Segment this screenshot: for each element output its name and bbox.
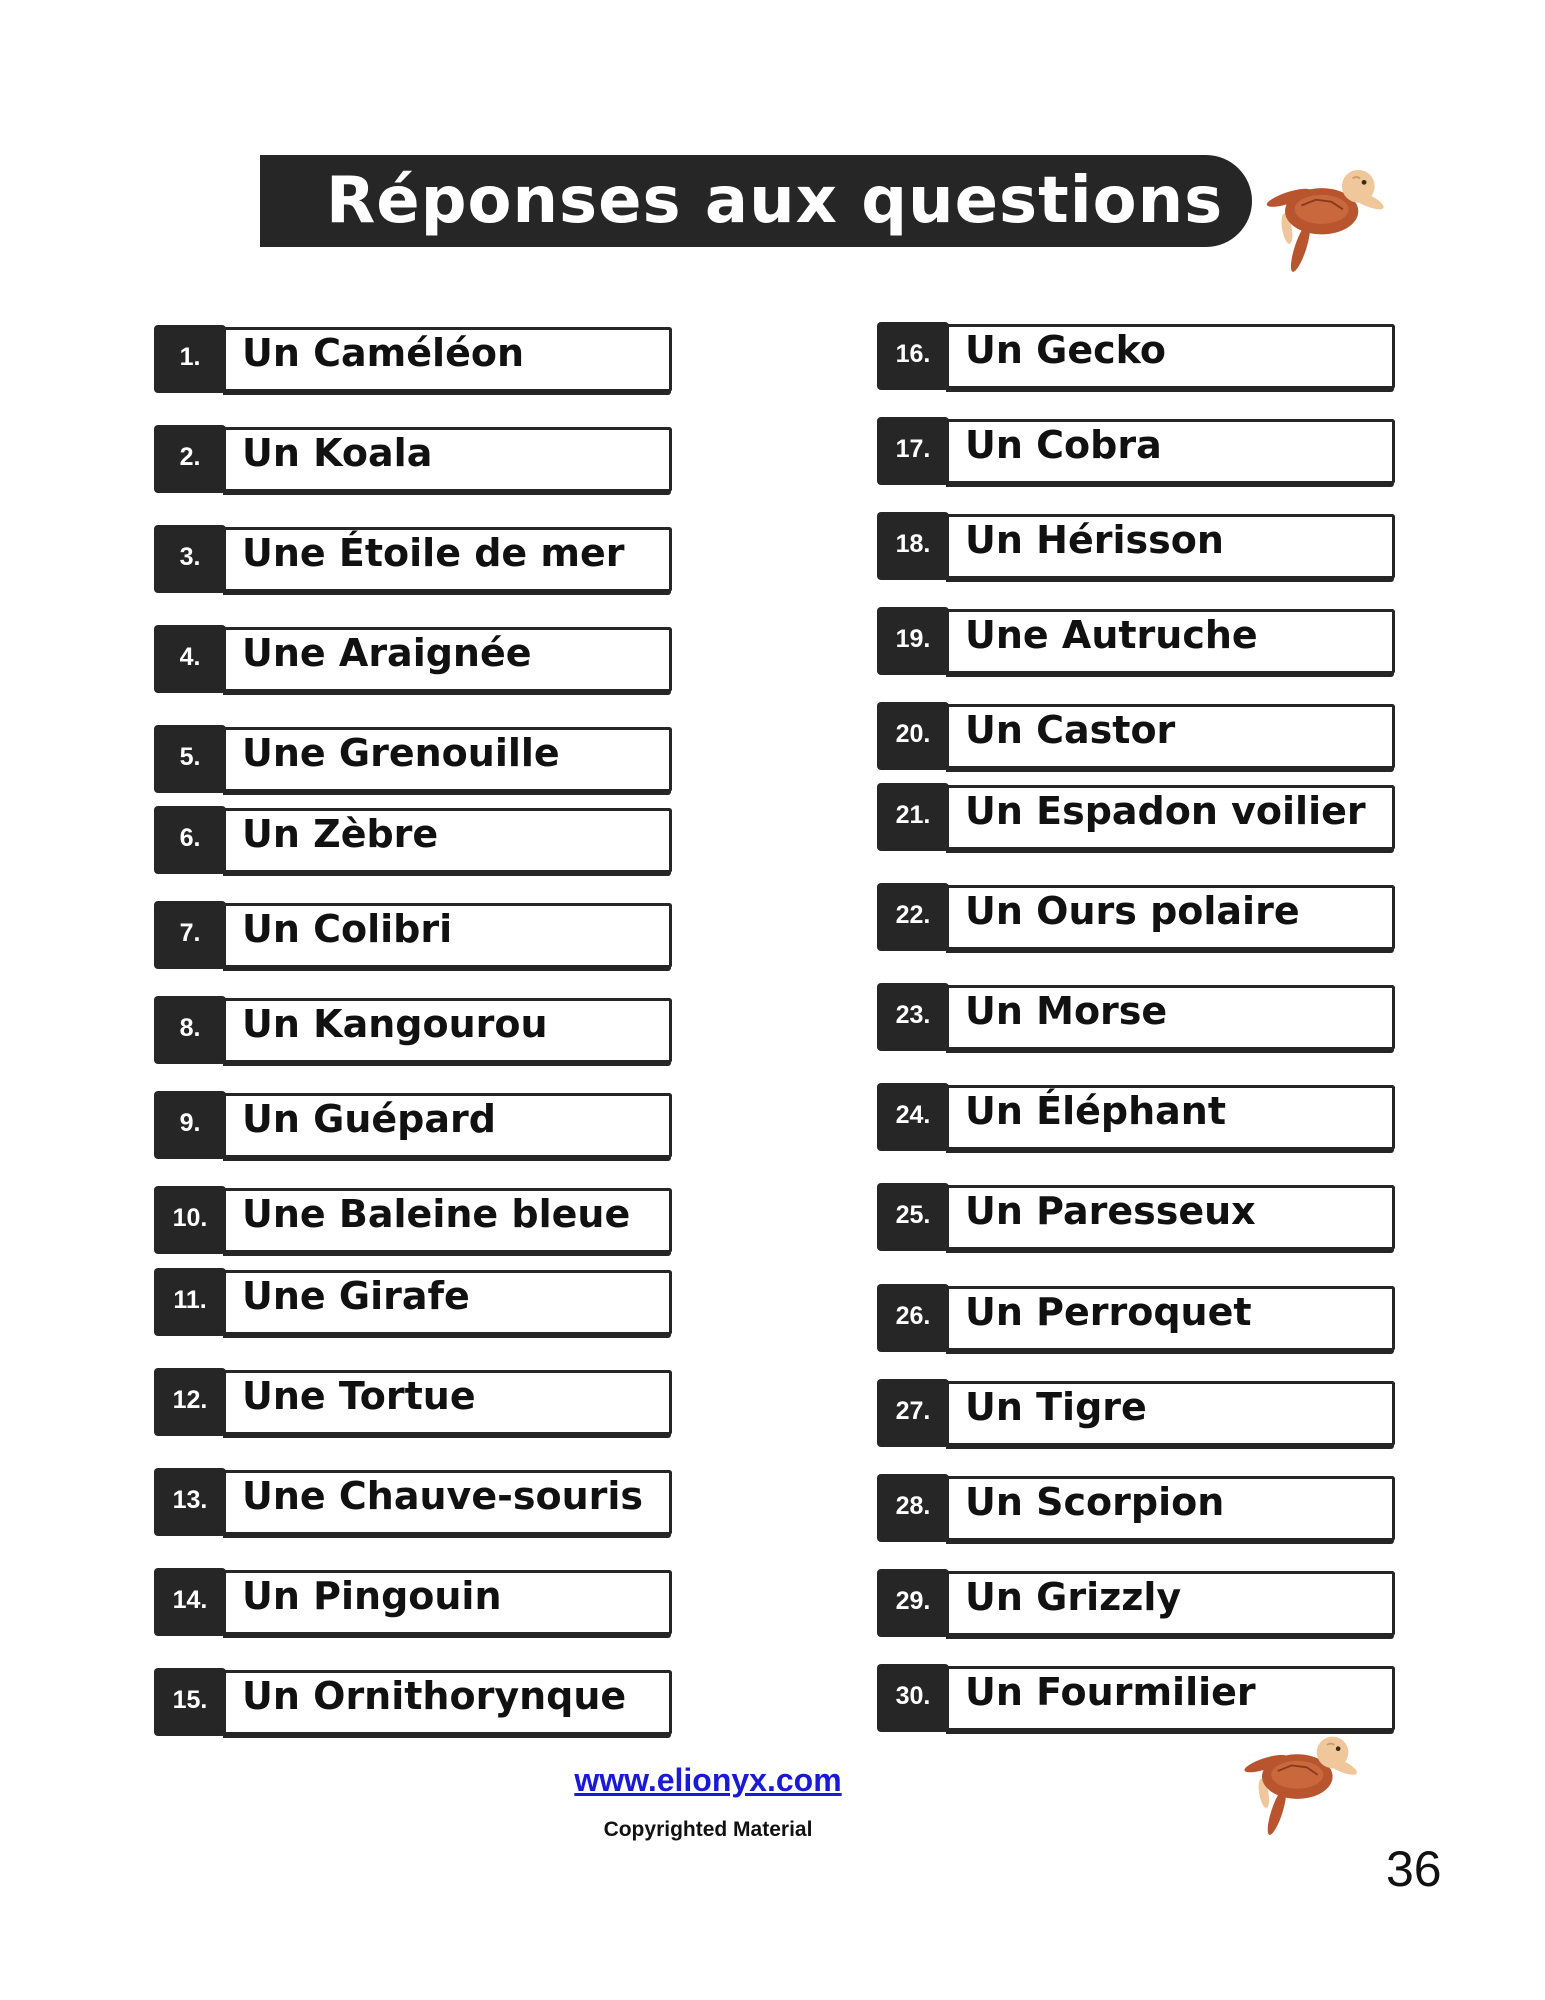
- page-title: Réponses aux questions: [326, 164, 1224, 238]
- answer-item: [877, 1284, 1395, 1352]
- answer-item: [154, 806, 672, 874]
- answer-number-badge: 5.: [154, 725, 226, 793]
- answer-item: [154, 1268, 672, 1336]
- answer-item: [877, 512, 1395, 580]
- answer-item: [154, 996, 672, 1064]
- answer-label: Un Castor: [965, 708, 1176, 752]
- answer-item: [154, 725, 672, 793]
- website-link[interactable]: www.elionyx.com: [574, 1762, 842, 1798]
- answer-number-badge: 28.: [877, 1474, 949, 1542]
- answer-item: [154, 901, 672, 969]
- answer-item: [877, 607, 1395, 675]
- answer-number-badge: 10.: [154, 1186, 226, 1254]
- answer-label: Un Hérisson: [965, 518, 1224, 562]
- answer-number-badge: 3.: [154, 525, 226, 593]
- copyright-notice: Copyrighted Material: [603, 1818, 813, 1841]
- answer-number-badge: 23.: [877, 983, 949, 1051]
- answer-number-badge: 4.: [154, 625, 226, 693]
- answer-number-badge: 25.: [877, 1183, 949, 1251]
- answer-number-badge: 22.: [877, 883, 949, 951]
- answer-item: [877, 983, 1395, 1051]
- answer-item: [877, 783, 1395, 851]
- answer-label: Un Paresseux: [965, 1189, 1256, 1233]
- answer-label: Un Zèbre: [242, 812, 439, 856]
- answer-number-badge: 1.: [154, 325, 226, 393]
- answer-item: [877, 322, 1395, 390]
- answer-item: [154, 425, 672, 493]
- answer-item: [154, 1468, 672, 1536]
- answer-number-badge: 14.: [154, 1568, 226, 1636]
- answer-label: Un Morse: [965, 989, 1168, 1033]
- answer-number-badge: 11.: [154, 1268, 226, 1336]
- answer-number-badge: 26.: [877, 1284, 949, 1352]
- answer-number-badge: 7.: [154, 901, 226, 969]
- answer-label: Un Perroquet: [965, 1290, 1252, 1334]
- answer-item: [877, 1569, 1395, 1637]
- answer-item: [154, 1368, 672, 1436]
- answer-item: [154, 1568, 672, 1636]
- answer-item: [154, 1186, 672, 1254]
- answer-number-badge: 16.: [877, 322, 949, 390]
- answer-label: Un Ours polaire: [965, 889, 1300, 933]
- answer-number-badge: 9.: [154, 1091, 226, 1159]
- answer-number-badge: 20.: [877, 702, 949, 770]
- answer-number-badge: 18.: [877, 512, 949, 580]
- answer-label: Un Grizzly: [965, 1575, 1182, 1619]
- answer-number-badge: 29.: [877, 1569, 949, 1637]
- answer-label: Une Autruche: [965, 613, 1258, 657]
- answer-number-badge: 21.: [877, 783, 949, 851]
- answer-label: Un Kangourou: [242, 1002, 548, 1046]
- answer-number-badge: 24.: [877, 1083, 949, 1151]
- answer-item: [154, 525, 672, 593]
- answer-item: [877, 883, 1395, 951]
- answer-item: [154, 625, 672, 693]
- answer-label: Une Étoile de mer: [242, 531, 625, 575]
- answer-item: [877, 1474, 1395, 1542]
- answer-label: Une Baleine bleue: [242, 1192, 631, 1236]
- answer-number-badge: 6.: [154, 806, 226, 874]
- answer-label: Un Gecko: [965, 328, 1166, 372]
- answer-number-badge: 17.: [877, 417, 949, 485]
- page-number: 36: [1386, 1841, 1442, 1897]
- answer-label: Un Scorpion: [965, 1480, 1225, 1524]
- title-banner: [260, 155, 1252, 247]
- answer-label: Une Tortue: [242, 1374, 476, 1418]
- answer-number-badge: 8.: [154, 996, 226, 1064]
- answer-label: Un Cobra: [965, 423, 1162, 467]
- answer-number-badge: 30.: [877, 1664, 949, 1732]
- answer-label: Une Chauve-souris: [242, 1474, 644, 1518]
- answer-number-badge: 13.: [154, 1468, 226, 1536]
- answer-label: Un Ornithorynque: [242, 1674, 627, 1718]
- answer-item: [154, 1091, 672, 1159]
- answer-number-badge: 15.: [154, 1668, 226, 1736]
- answer-label: Un Koala: [242, 431, 433, 475]
- answer-number-badge: 12.: [154, 1368, 226, 1436]
- answer-item: [154, 1668, 672, 1736]
- answer-label: Un Colibri: [242, 907, 453, 951]
- answer-label: Un Tigre: [965, 1385, 1147, 1429]
- answer-label: Un Espadon voilier: [965, 789, 1366, 833]
- answer-item: [877, 1664, 1395, 1732]
- answer-label: Une Araignée: [242, 631, 532, 675]
- answer-label: Un Éléphant: [965, 1089, 1227, 1133]
- answer-item: [877, 702, 1395, 770]
- sea-turtle-icon: [1236, 1728, 1366, 1840]
- answer-label: Une Grenouille: [242, 731, 560, 775]
- answer-item: [877, 1083, 1395, 1151]
- answer-label: Un Caméléon: [242, 331, 524, 375]
- sea-turtle-icon: [1258, 160, 1393, 278]
- answer-label: Un Fourmilier: [965, 1670, 1256, 1714]
- answer-label: Un Pingouin: [242, 1574, 502, 1618]
- answer-number-badge: 27.: [877, 1379, 949, 1447]
- answer-item: [154, 325, 672, 393]
- answer-label: Une Girafe: [242, 1274, 470, 1318]
- answer-number-badge: 2.: [154, 425, 226, 493]
- answer-item: [877, 417, 1395, 485]
- answer-label: Un Guépard: [242, 1097, 496, 1141]
- answer-number-badge: 19.: [877, 607, 949, 675]
- answer-item: [877, 1183, 1395, 1251]
- answer-item: [877, 1379, 1395, 1447]
